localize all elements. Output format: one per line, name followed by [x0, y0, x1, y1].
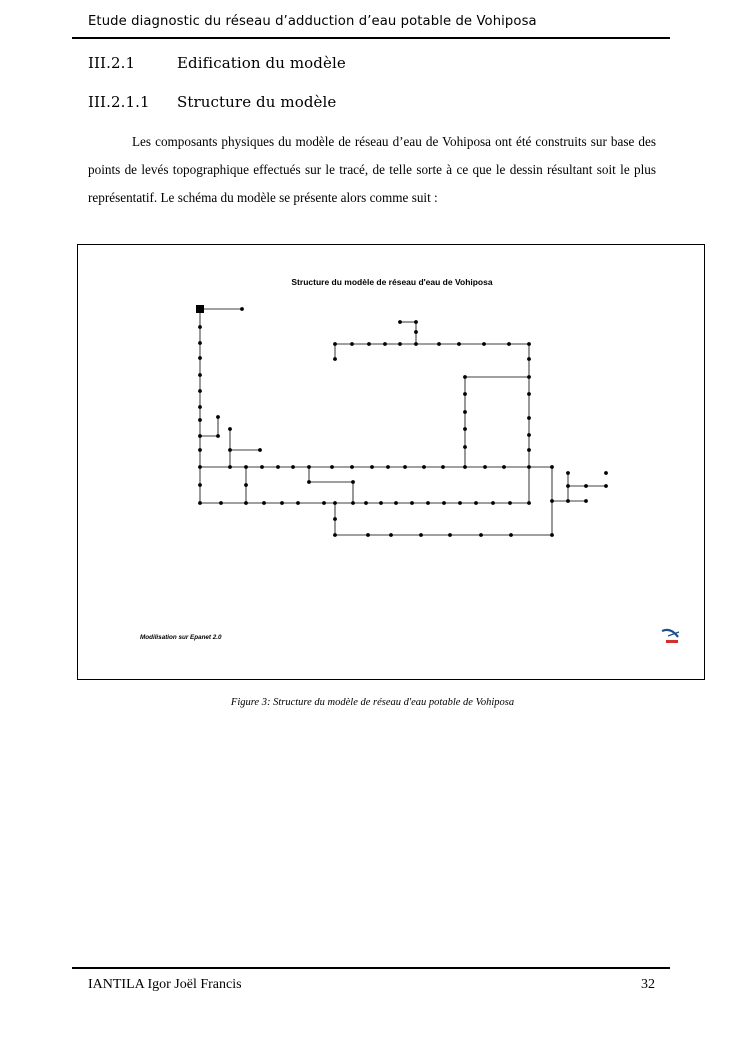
junction-node [276, 465, 280, 469]
body-paragraph: Les composants physiques du modèle de réseau d’eau de Vohiposa ont été construits sur base des points de levés topographique effectués sur le tracé, de telle sorte à ce que le dessin résultant soit le plus représentatif. Le schéma du modèle se présente alors comme suit : [88, 134, 656, 205]
reservoir-node [196, 305, 204, 313]
junction-node [458, 501, 462, 505]
junction-node [448, 533, 452, 537]
junction-node [414, 330, 418, 334]
junction-node [398, 320, 402, 324]
junction-node [527, 416, 531, 420]
junction-node [262, 501, 266, 505]
running-header: Etude diagnostic du réseau d’adduction d’eau potable de Vohiposa [88, 14, 537, 29]
junction-node [216, 415, 220, 419]
junction-node [333, 533, 337, 537]
header-rule [72, 37, 670, 39]
pipe [335, 344, 529, 467]
junction-node [426, 501, 430, 505]
junction-node [604, 484, 608, 488]
junction-node [198, 325, 202, 329]
junction-node [479, 533, 483, 537]
junction-node [463, 445, 467, 449]
junction-node [296, 501, 300, 505]
junction-node [527, 465, 531, 469]
pipe [200, 417, 218, 436]
junction-node [244, 501, 248, 505]
junction-node [463, 375, 467, 379]
junction-node [463, 410, 467, 414]
junction-node [414, 320, 418, 324]
junction-node [482, 342, 486, 346]
junction-node [422, 465, 426, 469]
pipe-network [200, 309, 606, 535]
network-figure [77, 244, 705, 680]
junction-node [527, 448, 531, 452]
section-heading-edification [88, 54, 346, 72]
junction-node [584, 499, 588, 503]
junction-node [198, 483, 202, 487]
junction-node [228, 465, 232, 469]
junction-node [280, 501, 284, 505]
junction-node [240, 307, 244, 311]
junction-node [566, 471, 570, 475]
junction-node [198, 356, 202, 360]
section-number: III.2.1 [88, 54, 136, 72]
junction-node [442, 501, 446, 505]
junction-node [244, 483, 248, 487]
junction-node [333, 342, 337, 346]
junction-node [398, 342, 402, 346]
junction-node [566, 484, 570, 488]
pipe [465, 377, 529, 467]
junction-node [307, 480, 311, 484]
junction-node [527, 342, 531, 346]
junction-node [509, 533, 513, 537]
junction-node [507, 342, 511, 346]
junction-node [333, 357, 337, 361]
junction-node [258, 448, 262, 452]
junction-node [228, 448, 232, 452]
junction-node [198, 448, 202, 452]
pipe [335, 467, 552, 535]
junction-node [198, 465, 202, 469]
junction-node [379, 501, 383, 505]
junction-node [333, 517, 337, 521]
junction-node [198, 501, 202, 505]
junction-node [491, 501, 495, 505]
pipe [200, 467, 529, 503]
junction-node [307, 465, 311, 469]
junction-node [566, 499, 570, 503]
junction-node [437, 342, 441, 346]
junction-node [366, 533, 370, 537]
junction-node [260, 465, 264, 469]
junction-node [333, 501, 337, 505]
network-diagram [78, 245, 706, 681]
junction-node [219, 501, 223, 505]
subsection-title: Structure du modèle [177, 93, 337, 111]
junction-node [386, 465, 390, 469]
junction-node [508, 501, 512, 505]
junction-node [550, 465, 554, 469]
junction-node [527, 501, 531, 505]
junction-node [198, 389, 202, 393]
junction-node [604, 471, 608, 475]
junction-node [410, 501, 414, 505]
junction-node [527, 433, 531, 437]
junction-node [350, 465, 354, 469]
junction-node [441, 465, 445, 469]
logo-bar [666, 640, 678, 643]
footer-rule [72, 967, 670, 969]
junction-node [291, 465, 295, 469]
junction-node [198, 373, 202, 377]
figure-title: Structure du modèle de réseau d'eau de Vohiposa [291, 277, 493, 287]
junction-node [350, 342, 354, 346]
junction-nodes [198, 307, 608, 537]
subsection-heading-structure [88, 93, 336, 111]
junction-node [414, 342, 418, 346]
junction-node [198, 434, 202, 438]
junction-node [550, 533, 554, 537]
figure-note: Modilisation sur Epanet 2.0 [140, 634, 222, 641]
junction-node [370, 465, 374, 469]
junction-node [198, 405, 202, 409]
junction-node [351, 480, 355, 484]
junction-node [527, 375, 531, 379]
junction-node [389, 533, 393, 537]
subsection-number: III.2.1.1 [88, 93, 150, 111]
junction-node [584, 484, 588, 488]
junction-node [463, 392, 467, 396]
junction-node [527, 392, 531, 396]
junction-node [330, 465, 334, 469]
page-number: 32 [641, 977, 655, 992]
section-title: Edification du modèle [177, 54, 346, 72]
junction-node [483, 465, 487, 469]
junction-node [216, 434, 220, 438]
junction-node [228, 427, 232, 431]
footer-author: IANTILA Igor Joël Francis [88, 977, 242, 992]
junction-node [198, 341, 202, 345]
junction-node [419, 533, 423, 537]
junction-node [502, 465, 506, 469]
junction-node [364, 501, 368, 505]
junction-node [383, 342, 387, 346]
pipe [309, 467, 353, 503]
epanet-logo [662, 630, 679, 643]
junction-node [457, 342, 461, 346]
figure-caption: Figure 3: Structure du modèle de réseau d'eau potable de Vohiposa [230, 697, 515, 708]
junction-node [463, 465, 467, 469]
junction-node [550, 499, 554, 503]
junction-node [403, 465, 407, 469]
junction-node [394, 501, 398, 505]
junction-node [244, 465, 248, 469]
junction-node [198, 418, 202, 422]
junction-node [474, 501, 478, 505]
junction-node [463, 427, 467, 431]
junction-node [367, 342, 371, 346]
junction-node [322, 501, 326, 505]
junction-node [527, 357, 531, 361]
junction-node [351, 501, 355, 505]
